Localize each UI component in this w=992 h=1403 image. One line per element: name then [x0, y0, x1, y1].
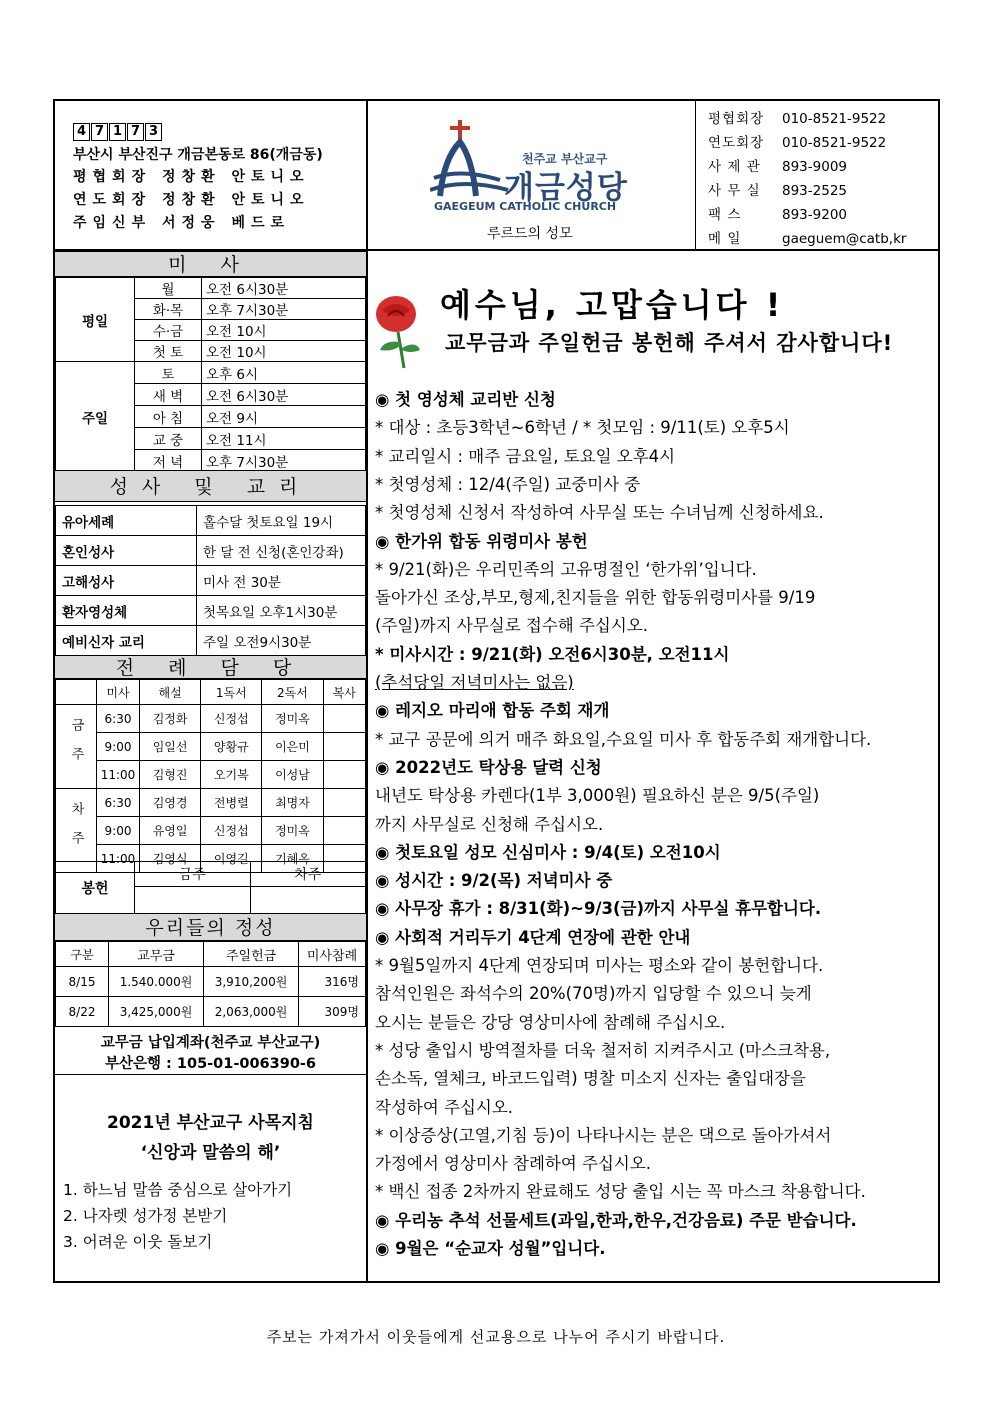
notice-line: 내년도 탁상용 카렌다(1부 3,000원) 필요하신 분은 9/5(주일): [375, 786, 820, 806]
table-row: [56, 705, 366, 733]
guidelines-title: 2021년 부산교구 사목지침: [107, 1113, 314, 1133]
contact-key: 평협회장: [708, 111, 765, 127]
church-emblem-icon: [430, 118, 510, 200]
sacrament-value: 미사 전 30분: [197, 566, 366, 596]
logo-english: GAEGEUM CATHOLIC CHURCH: [434, 200, 617, 213]
sacrament-value: 주일 오전9시30분: [197, 626, 366, 656]
contact-row: [708, 179, 847, 199]
cell: 6:30: [97, 705, 140, 733]
notice-heading: ◉ 한가위 합동 위령미사 봉헌: [375, 531, 588, 551]
footer-note: 주보는 가져가서 이웃들에게 선교용으로 나누어 주시기 바랍니다.: [266, 1328, 726, 1346]
guideline-item: 1. 하느님 말씀 중심으로 살아가기: [63, 1181, 293, 1199]
notice-line: * 백신 접종 2차까지 완료해도 성당 출입 시는 꼭 마스크 착용합니다.: [375, 1182, 866, 1202]
mass-time: 오후 7시30분: [202, 450, 366, 472]
column-header: 1독서: [201, 680, 262, 705]
contact-value: 893-9200: [782, 207, 847, 223]
sacraments-table: [55, 505, 366, 656]
notice-line: 참석인원은 좌석수의 20%(70명)까지 입당할 수 있으니 늦게: [375, 984, 812, 1004]
notice-line: * 대상 : 초등3학년~6학년 / * 첫모임 : 9/11(토) 오후5시: [375, 418, 790, 438]
table-row: [56, 362, 366, 384]
address: 부산시 부산진구 개금본동로 86(개금동): [73, 147, 323, 163]
liturgy-title: 전 례 담 당: [55, 655, 366, 679]
notice-line: * 9/21(화)은 우리민족의 고유명절인 ‘한가위’입니다.: [375, 559, 757, 579]
cell: 이성남: [262, 761, 323, 789]
sacrament-value: 홀수달 첫토요일 19시: [197, 506, 366, 536]
mass-time: 오후 7시30분: [202, 299, 366, 320]
notice-heading: ◉ 사회적 거리두기 4단계 연장에 관한 안내: [375, 927, 691, 947]
sunday-label: 주일: [56, 362, 135, 472]
mass-day: 교 중: [135, 428, 202, 450]
notice-line: 가정에서 영상미사 참례하여 주십시오.: [375, 1154, 652, 1174]
cell: 이은미: [262, 733, 323, 761]
cell: 309명: [299, 997, 366, 1027]
table-row: [56, 997, 366, 1027]
table-row: [56, 942, 366, 967]
mass-day: 아 침: [135, 406, 202, 428]
column-header: 해설: [140, 680, 201, 705]
notice-heading: ◉ 9월은 “순교자 성월”입니다.: [375, 1239, 606, 1258]
account-line2: 부산은행 : 105-01-006390-6: [104, 1056, 317, 1072]
table-row: [56, 596, 366, 626]
mass-day: 저 녁: [135, 450, 202, 472]
contact-key: 사 제 관: [708, 159, 761, 175]
cell: [250, 887, 366, 915]
postcode-digit: 1: [109, 123, 126, 141]
cell: 오기복: [201, 761, 262, 789]
cell: 이영길: [201, 845, 262, 873]
cell: 김영경: [140, 789, 201, 817]
next-week-header: 차주: [250, 862, 366, 887]
rep-baptism: 안토니오: [231, 169, 310, 185]
notice-heading: ◉ 레지오 마리애 합동 주회 재개: [375, 701, 610, 721]
table-row: [56, 566, 366, 596]
postcode-digit: 4: [73, 123, 90, 141]
contact-key: 팩 스: [708, 207, 742, 223]
notice-heading: ◉ 사무장 휴가 : 8/31(화)~9/3(금)까지 사무실 휴무합니다.: [375, 899, 822, 919]
cell: 정미옥: [262, 817, 323, 845]
guidelines-subtitle: ‘신앙과 말씀의 해’: [140, 1143, 281, 1163]
cell: 신정섭: [201, 817, 262, 845]
cell: 1.540.000원: [109, 967, 204, 997]
cell: 316명: [299, 967, 366, 997]
table-row: [56, 278, 366, 299]
notice-line: 돌아가신 조상,부모,형제,친지들을 위한 합동위령미사를 9/19: [375, 588, 816, 608]
mass-day: 수·금: [135, 320, 202, 341]
rep-row: [73, 212, 290, 232]
rep-name: 서정웅: [161, 215, 221, 231]
contact-row: [708, 107, 886, 127]
notice-line: * 성당 출입시 방역절차를 더욱 철저히 지켜주시고 (마스크착용,: [375, 1040, 831, 1060]
main-title: 예수님, 고맙습니다 !: [440, 286, 785, 324]
main-subtitle: 교무금과 주일헌금 봉헌해 주셔서 감사합니다!: [445, 331, 894, 355]
sacrament-name: 환자영성체: [56, 596, 197, 626]
week-label: 차주: [56, 789, 97, 873]
table-row: [56, 862, 366, 887]
divider: [55, 1074, 366, 1075]
mass-day: 새 벽: [135, 384, 202, 406]
mass-time: 오전 9시: [202, 406, 366, 428]
mass-time: 오전 10시: [202, 320, 366, 341]
cell: [323, 817, 365, 845]
offering-table: [55, 941, 366, 1027]
notice-heading: * 미사시간 : 9/21(화) 오전6시30분, 오전11시: [375, 644, 730, 664]
notice-heading: ◉ 성시간 : 9/2(목) 저녁미사 중: [375, 871, 613, 891]
cell: 최명자: [262, 789, 323, 817]
cell: 양황규: [201, 733, 262, 761]
table-row: [56, 536, 366, 566]
postcode-digit: 7: [127, 123, 144, 141]
column-header: 주일헌금: [204, 942, 299, 967]
table-row: [56, 733, 366, 761]
sacrament-name: 유아세례: [56, 506, 197, 536]
church-logo: [430, 118, 650, 218]
logo-sub: 천주교 부산교구: [522, 152, 608, 166]
postcode-digit: 7: [91, 123, 108, 141]
mass-day: 월: [135, 278, 202, 299]
contact-row: [708, 155, 847, 175]
contact-table: [695, 99, 941, 250]
rep-role: 평협회장: [73, 169, 152, 185]
notice-heading: ◉ 첫 영성체 교리반 신청: [375, 390, 556, 409]
cell: 2,063,000원: [204, 997, 299, 1027]
contact-row: [708, 203, 847, 223]
week-label: 금주: [56, 705, 97, 789]
cell: 8/22: [56, 997, 109, 1027]
table-row: [56, 817, 366, 845]
notice-line: * 이상증상(고열,기침 등)이 나타나시는 분은 댁으로 돌아가셔서: [375, 1125, 832, 1145]
postcode: [73, 123, 162, 141]
logo-main: 개금성당: [504, 170, 628, 206]
postcode-digit: 3: [145, 123, 162, 141]
corner-cell: [56, 680, 97, 705]
rep-baptism: 베드로: [231, 215, 291, 231]
rose-icon: [372, 292, 424, 370]
table-row: [56, 967, 366, 997]
guideline-item: 3. 어려운 이웃 돌보기: [63, 1233, 213, 1251]
rep-row: [73, 166, 310, 186]
sacrament-name: 고해성사: [56, 566, 197, 596]
sacrament-value: 첫목요일 오후1시30분: [197, 596, 366, 626]
cell: 3,425,000원: [109, 997, 204, 1027]
cell: 9:00: [97, 733, 140, 761]
mass-time: 오전 11시: [202, 428, 366, 450]
guideline-item: 2. 나자렛 성가정 본받기: [63, 1207, 228, 1225]
notice-line: 손소독, 열체크, 바코드입력) 명찰 미소지 신자는 출입대장을: [375, 1069, 806, 1089]
rep-baptism: 안토니오: [231, 192, 310, 208]
this-week-header: 금주: [135, 862, 251, 887]
sacrament-value: 한 달 전 신청(혼인강좌): [197, 536, 366, 566]
cell: 전병렬: [201, 789, 262, 817]
notice-heading: ◉ 우리농 추석 선물세트(과일,한과,한우,건강음료) 주문 받습니다.: [375, 1210, 857, 1230]
mass-time: 오전 6시30분: [202, 384, 366, 406]
column-header: 미사: [97, 680, 140, 705]
contact-row: [708, 131, 886, 151]
rep-row: [73, 189, 310, 209]
mass-day: 토: [135, 362, 202, 384]
column-header: 교무금: [109, 942, 204, 967]
contact-value: 010-8521-9522: [782, 111, 887, 127]
notice-line: * 첫영성체 신청서 작성하여 사무실 또는 수녀님께 신청하세요.: [375, 503, 824, 523]
cell: 기혜옥: [262, 845, 323, 873]
table-row: [56, 506, 366, 536]
notice-line: * 교리일시 : 매주 금요일, 토요일 오후4시: [375, 446, 676, 466]
mass-day: 첫 토: [135, 341, 202, 362]
contact-value: 893-9009: [782, 159, 847, 175]
cell: 유영일: [140, 817, 201, 845]
notice-line: * 교구 공문에 의거 매주 화요일,수요일 미사 후 합동주회 재개합니다.: [375, 729, 872, 749]
mass-table: [55, 277, 366, 472]
cell: 6:30: [97, 789, 140, 817]
cell: 김영식: [140, 845, 201, 873]
rep-name: 정창환: [161, 192, 221, 208]
cell: [323, 789, 365, 817]
service-label: 봉헌: [56, 862, 135, 915]
notice-line: (주일)까지 사무실로 접수해 주십시오.: [375, 616, 648, 636]
cell: 임일선: [140, 733, 201, 761]
column-header: 2독서: [262, 680, 323, 705]
cell: 신정섭: [201, 705, 262, 733]
service-table: [55, 861, 366, 915]
contact-key: 메 일: [708, 231, 742, 247]
rep-role: 연도회장: [73, 192, 152, 208]
weekday-label: 평일: [56, 278, 135, 362]
cell: 9:00: [97, 817, 140, 845]
contact-row: [708, 227, 906, 247]
contact-key: 연도회장: [708, 135, 765, 151]
cell: 8/15: [56, 967, 109, 997]
notice-line: 오시는 분들은 강당 영상미사에 참례해 주십시오.: [375, 1012, 726, 1032]
notice-line: * 9월5일까지 4단계 연장되며 미사는 평소와 같이 봉헌합니다.: [375, 956, 824, 975]
patron-saint: 루르드의 성모: [487, 226, 573, 242]
column-header: 구분: [56, 942, 109, 967]
cell: 3,910,200원: [204, 967, 299, 997]
table-row: [56, 761, 366, 789]
column-divider: [366, 99, 368, 1283]
notice-line: (추석당일 저녁미사는 없음): [375, 673, 574, 692]
mass-time: 오전 10시: [202, 341, 366, 362]
cell: [323, 705, 365, 733]
notice-heading: ◉ 2022년도 탁상용 달력 신청: [375, 757, 602, 777]
notice-heading: ◉ 첫토요일 성모 신심미사 : 9/4(토) 오전10시: [375, 842, 721, 862]
mass-title: 미 사: [55, 251, 366, 277]
cell: [323, 761, 365, 789]
cell: [323, 733, 365, 761]
notice-line: 까지 사무실로 신청해 주십시오.: [375, 814, 604, 834]
mass-day: 화·목: [135, 299, 202, 320]
table-row: [56, 789, 366, 817]
sacrament-name: 예비신자 교리: [56, 626, 197, 656]
contact-value: gaeguem@catb,kr: [782, 231, 907, 247]
cell: 김정화: [140, 705, 201, 733]
sacrament-name: 혼인성사: [56, 536, 197, 566]
contact-value: 010-8521-9522: [782, 135, 887, 151]
liturgy-table: [55, 679, 366, 873]
cell: 김형진: [140, 761, 201, 789]
contact-value: 893-2525: [782, 183, 847, 199]
mass-time: 오전 6시30분: [202, 278, 366, 299]
mass-time: 오후 6시: [202, 362, 366, 384]
rep-role: 주임신부: [73, 215, 152, 231]
column-header: 미사참례: [299, 942, 366, 967]
rep-name: 정창환: [161, 169, 221, 185]
notice-line: 작성하여 주십시오.: [375, 1097, 514, 1117]
sacraments-title: 성사 및 교리: [55, 470, 366, 502]
account-line1: 교무금 납입계좌(천주교 부산교구): [100, 1035, 321, 1051]
cell: 정미옥: [262, 705, 323, 733]
notice-line: * 첫영성체 : 12/4(주일) 교중미사 중: [375, 474, 641, 494]
column-header: 복사: [323, 680, 365, 705]
table-row: [56, 626, 366, 656]
cell: 11:00: [97, 845, 140, 873]
cell: [135, 887, 251, 915]
cell: 11:00: [97, 761, 140, 789]
table-row: [56, 680, 366, 705]
offering-title: 우리들의 정성: [55, 913, 366, 941]
contact-key: 사 무 실: [708, 183, 761, 199]
